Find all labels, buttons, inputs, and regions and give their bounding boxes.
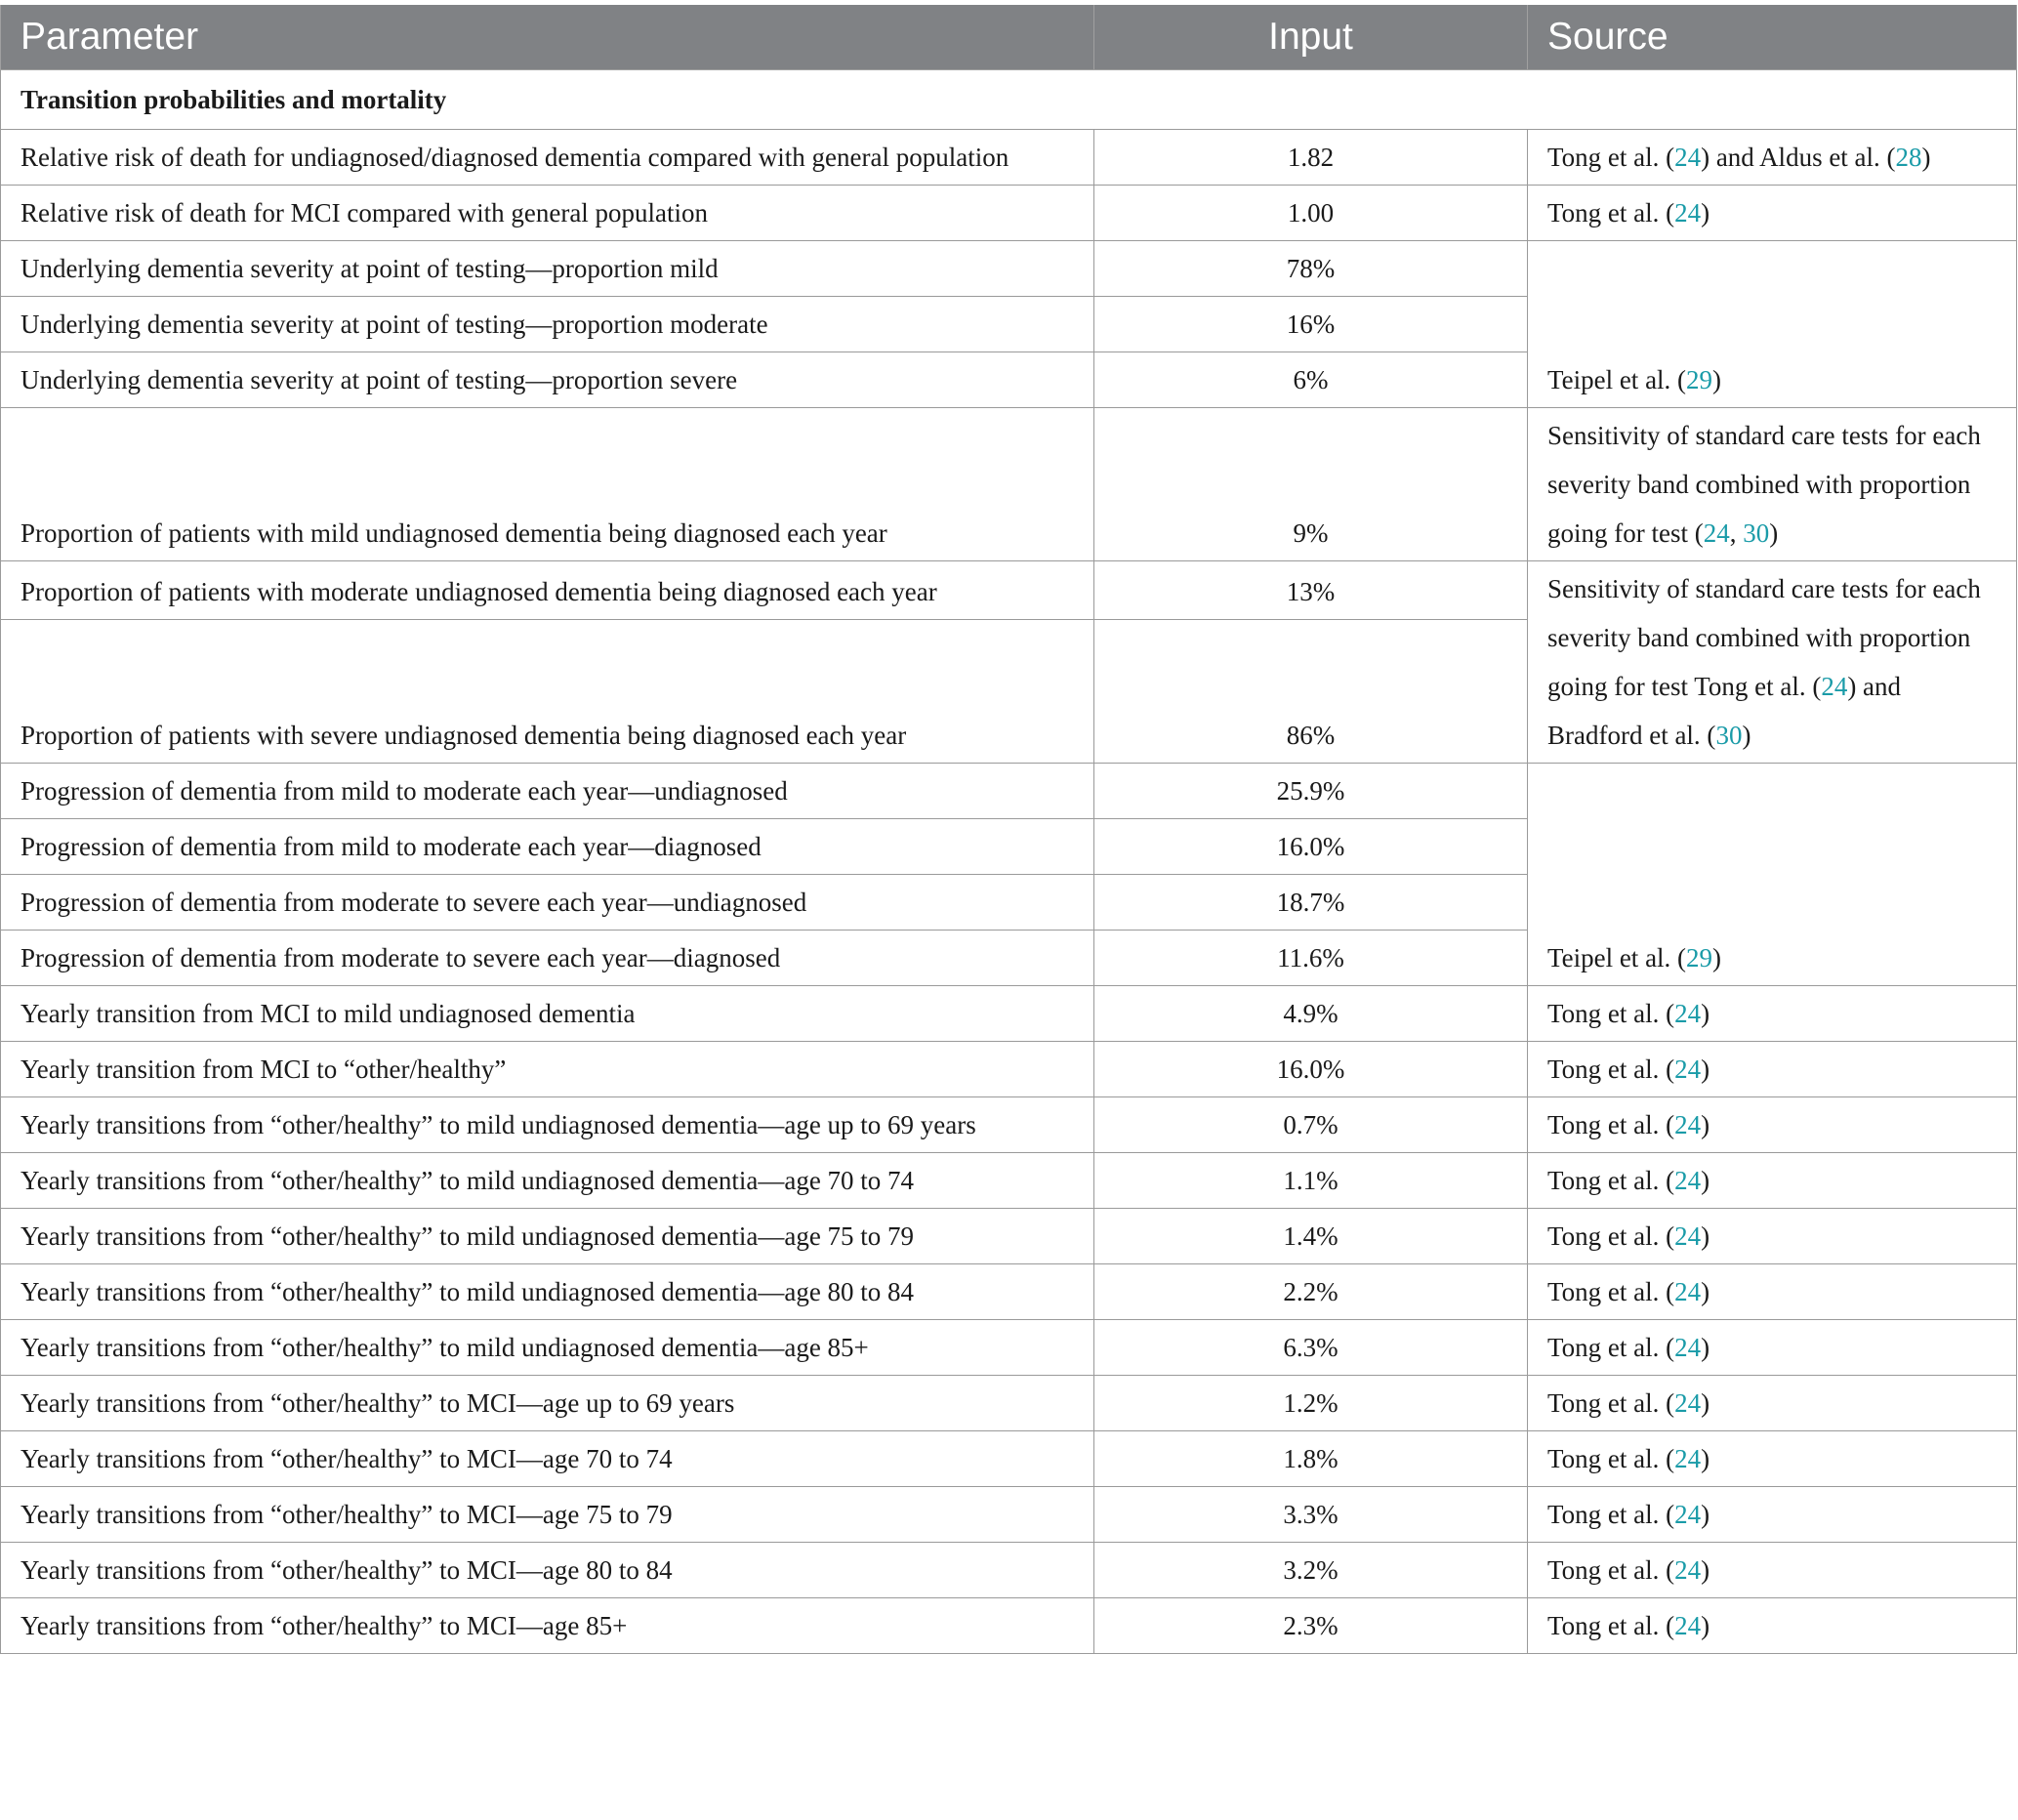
parameter-cell: Yearly transitions from “other/healthy” to MCI—age 80 to 84 xyxy=(1,1543,1094,1598)
parameter-cell: Yearly transitions from “other/healthy” to MCI—age 70 to 74 xyxy=(1,1431,1094,1487)
input-cell: 18.7% xyxy=(1094,875,1528,931)
citation-link[interactable]: 30 xyxy=(1715,721,1743,750)
section-row xyxy=(1,70,2017,130)
parameter-cell: Progression of dementia from moderate to severe each year—undiagnosed xyxy=(1,875,1094,931)
citation-link[interactable]: 24 xyxy=(1674,1388,1702,1418)
citation-link[interactable]: 29 xyxy=(1686,943,1713,972)
header-parameter: Parameter xyxy=(1,5,1094,70)
input-cell: 1.4% xyxy=(1094,1209,1528,1264)
header-source: Source xyxy=(1528,5,2017,70)
table-row xyxy=(1,1209,2017,1264)
source-cell: Tong et al. (24) xyxy=(1528,1431,2017,1487)
parameter-cell: Yearly transitions from “other/healthy” to mild undiagnosed dementia—age 70 to 74 xyxy=(1,1153,1094,1209)
citation-link[interactable]: 24 xyxy=(1674,1555,1702,1585)
input-cell: 16.0% xyxy=(1094,819,1528,875)
source-cell: Tong et al. (24) and Aldus et al. (28) xyxy=(1528,130,2017,186)
citation-link[interactable]: 24 xyxy=(1674,1110,1702,1139)
parameter-cell: Underlying dementia severity at point of testing—proportion severe xyxy=(1,352,1094,408)
input-cell: 2.3% xyxy=(1094,1598,1528,1654)
table-row xyxy=(1,986,2017,1042)
citation-link[interactable]: 24 xyxy=(1674,1611,1702,1640)
input-cell: 16% xyxy=(1094,297,1528,352)
source-cell: Tong et al. (24) xyxy=(1528,186,2017,241)
table-row xyxy=(1,1042,2017,1097)
input-cell: 1.2% xyxy=(1094,1376,1528,1431)
input-cell: 3.2% xyxy=(1094,1543,1528,1598)
citation-link[interactable]: 28 xyxy=(1895,143,1922,172)
parameter-cell: Yearly transitions from “other/healthy” to mild undiagnosed dementia—age 75 to 79 xyxy=(1,1209,1094,1264)
source-cell: Tong et al. (24) xyxy=(1528,1097,2017,1153)
parameter-cell: Yearly transitions from “other/healthy” to mild undiagnosed dementia—age 85+ xyxy=(1,1320,1094,1376)
parameter-cell: Proportion of patients with mild undiagnosed dementia being diagnosed each year xyxy=(1,408,1094,561)
source-cell: Tong et al. (24) xyxy=(1528,1543,2017,1598)
source-cell: Tong et al. (24) xyxy=(1528,986,2017,1042)
source-cell: Tong et al. (24) xyxy=(1528,1264,2017,1320)
parameter-cell: Yearly transitions from “other/healthy” to MCI—age 85+ xyxy=(1,1598,1094,1654)
citation-link[interactable]: 24 xyxy=(1674,1055,1702,1084)
input-cell: 1.8% xyxy=(1094,1431,1528,1487)
citation-link[interactable]: 29 xyxy=(1686,365,1713,394)
parameters-table xyxy=(0,5,2017,1654)
citation-link[interactable]: 24 xyxy=(1674,143,1702,172)
citation-link[interactable]: 24 xyxy=(1674,999,1702,1028)
source-cell: Tong et al. (24) xyxy=(1528,1042,2017,1097)
parameter-cell: Progression of dementia from moderate to severe each year—diagnosed xyxy=(1,931,1094,986)
input-cell: 3.3% xyxy=(1094,1487,1528,1543)
parameter-cell: Underlying dementia severity at point of testing—proportion moderate xyxy=(1,297,1094,352)
table-row xyxy=(1,1320,2017,1376)
parameter-cell: Progression of dementia from mild to moderate each year—undiagnosed xyxy=(1,764,1094,819)
source-cell: Tong et al. (24) xyxy=(1528,1209,2017,1264)
parameter-cell: Relative risk of death for MCI compared with general population xyxy=(1,186,1094,241)
input-cell: 9% xyxy=(1094,408,1528,561)
parameter-cell: Proportion of patients with moderate undiagnosed dementia being diagnosed each year xyxy=(1,561,1094,620)
table-row xyxy=(1,1097,2017,1153)
input-cell: 0.7% xyxy=(1094,1097,1528,1153)
table-row xyxy=(1,186,2017,241)
input-cell: 6.3% xyxy=(1094,1320,1528,1376)
header-row xyxy=(1,5,2017,70)
table-row xyxy=(1,561,2017,620)
table-row xyxy=(1,1153,2017,1209)
table-row xyxy=(1,241,2017,297)
table-row xyxy=(1,408,2017,561)
input-cell: 25.9% xyxy=(1094,764,1528,819)
source-cell: Teipel et al. (29) xyxy=(1528,764,2017,986)
table-row xyxy=(1,764,2017,819)
header-input: Input xyxy=(1094,5,1528,70)
citation-link[interactable]: 24 xyxy=(1674,1333,1702,1362)
citation-link[interactable]: 30 xyxy=(1743,518,1770,548)
citation-link[interactable]: 24 xyxy=(1821,672,1848,701)
source-cell: Tong et al. (24) xyxy=(1528,1598,2017,1654)
table-row xyxy=(1,1543,2017,1598)
input-cell: 1.00 xyxy=(1094,186,1528,241)
source-cell: Tong et al. (24) xyxy=(1528,1487,2017,1543)
table-row xyxy=(1,1376,2017,1431)
parameter-cell: Yearly transitions from “other/healthy” to mild undiagnosed dementia—age 80 to 84 xyxy=(1,1264,1094,1320)
input-cell: 2.2% xyxy=(1094,1264,1528,1320)
parameter-cell: Progression of dementia from mild to moderate each year—diagnosed xyxy=(1,819,1094,875)
citation-link[interactable]: 24 xyxy=(1674,1277,1702,1306)
table-row xyxy=(1,1431,2017,1487)
citation-link[interactable]: 24 xyxy=(1674,1500,1702,1529)
input-cell: 13% xyxy=(1094,561,1528,620)
citation-link[interactable]: 24 xyxy=(1674,1221,1702,1251)
parameter-cell: Yearly transitions from “other/healthy” to mild undiagnosed dementia—age up to 69 years xyxy=(1,1097,1094,1153)
parameter-cell: Yearly transitions from “other/healthy” to MCI—age up to 69 years xyxy=(1,1376,1094,1431)
parameter-cell: Underlying dementia severity at point of testing—proportion mild xyxy=(1,241,1094,297)
input-cell: 6% xyxy=(1094,352,1528,408)
citation-link[interactable]: 24 xyxy=(1703,518,1730,548)
parameter-cell: Proportion of patients with severe undiagnosed dementia being diagnosed each year xyxy=(1,620,1094,764)
parameter-cell: Relative risk of death for undiagnosed/diagnosed dementia compared with general population xyxy=(1,130,1094,186)
source-cell: Tong et al. (24) xyxy=(1528,1153,2017,1209)
source-cell: Tong et al. (24) xyxy=(1528,1376,2017,1431)
input-cell: 11.6% xyxy=(1094,931,1528,986)
input-cell: 86% xyxy=(1094,620,1528,764)
table-row xyxy=(1,1598,2017,1654)
source-cell: Tong et al. (24) xyxy=(1528,1320,2017,1376)
citation-link[interactable]: 24 xyxy=(1674,198,1702,228)
section-title: Transition probabilities and mortality xyxy=(1,70,2017,130)
input-cell: 16.0% xyxy=(1094,1042,1528,1097)
table-row xyxy=(1,1264,2017,1320)
parameter-cell: Yearly transition from MCI to “other/healthy” xyxy=(1,1042,1094,1097)
table-row xyxy=(1,130,2017,186)
source-cell: Teipel et al. (29) xyxy=(1528,241,2017,408)
input-cell: 1.1% xyxy=(1094,1153,1528,1209)
input-cell: 1.82 xyxy=(1094,130,1528,186)
source-cell: Sensitivity of standard care tests for each severity band combined with proportion going for test (24, 30) xyxy=(1528,408,2017,561)
table-row xyxy=(1,1487,2017,1543)
parameter-cell: Yearly transition from MCI to mild undiagnosed dementia xyxy=(1,986,1094,1042)
input-cell: 4.9% xyxy=(1094,986,1528,1042)
input-cell: 78% xyxy=(1094,241,1528,297)
citation-link[interactable]: 24 xyxy=(1674,1166,1702,1195)
citation-link[interactable]: 24 xyxy=(1674,1444,1702,1473)
source-cell: Sensitivity of standard care tests for each severity band combined with proportion going for test Tong et al. (24) and Bradford et al. (30) xyxy=(1528,561,2017,764)
parameter-cell: Yearly transitions from “other/healthy” to MCI—age 75 to 79 xyxy=(1,1487,1094,1543)
